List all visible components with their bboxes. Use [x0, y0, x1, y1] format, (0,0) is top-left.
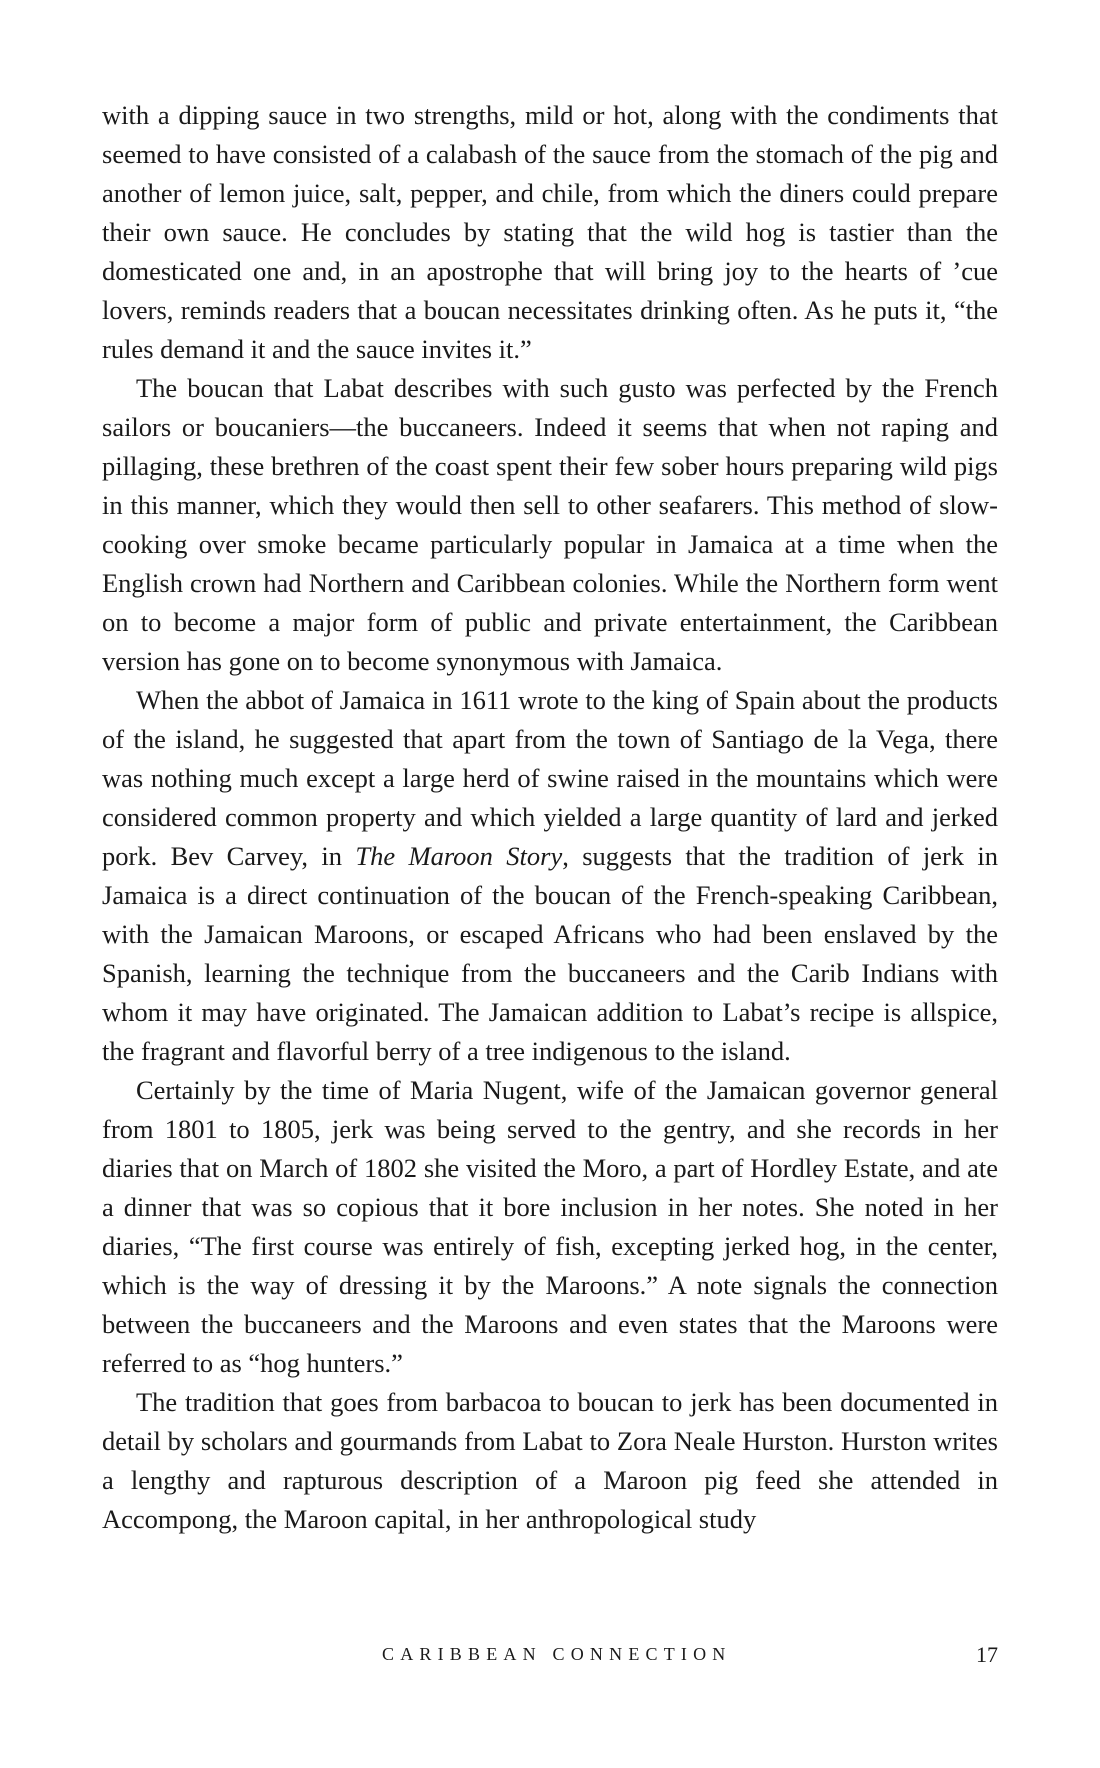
paragraph-text: The boucan that Labat describes with such gusto was perfected by the French sailors or boucaniers—the buccaneers. Indeed it seems that when not raping and pillaging, these brethren of the coast spent their few sober hours preparing wild pigs in this manner, which they would then sell to other seafarers. This method of slow-cooking over smoke became particularly popular in Jamaica at a time when the English crown had Northern and Caribbean colonies. While the Northern form went on to become a major form of public and private entertainment, the Caribbean version has gone on to become synonymous with Jamaica. — [102, 373, 998, 676]
paragraph — [102, 369, 998, 681]
paragraph-text: , suggests that the tradition of jerk in Jamaica is a direct continuation of the boucan of the French-speaking Caribbean, with the Jamaican Maroons, or escaped Africans who had been enslaved by the Spanish, learning the technique from the buccaneers and the Carib Indians with whom it may have originated. The Jamaican addition to Labat’s recipe is allspice, the fragrant and flavorful berry of a tree indigenous to the island. — [102, 841, 998, 1066]
paragraph-text: Certainly by the time of Maria Nugent, wife of the Jamaican governor general from 1801 to 1805, jerk was being served to the gentry, and she records in her diaries that on March of 1802 she visited the Moro, a part of Hordley Estate, and ate a dinner that was so copious that it bore inclusion in her notes. She noted in her diaries, “The first course was entirely of fish, excepting jerked hog, in the center, which is the way of dressing it by the Maroons.” A note signals the connection between the buccaneers and the Maroons and even states that the Maroons were referred to as “hog hunters.” — [102, 1075, 998, 1378]
paragraph-text: When the abbot of Jamaica in 1611 wrote to the king of Spain about the products of the island, he suggested that apart from the town of Santiago de la Vega, there was nothing much except a large herd of swine raised in the mountains which were considered common property and which yielded a large quantity of lard and jerked pork. Bev Carvey, in — [102, 685, 998, 871]
body-text — [102, 96, 998, 1539]
page-footer — [0, 1644, 1100, 1674]
page-number: 17 — [976, 1642, 998, 1667]
paragraph — [102, 681, 998, 1071]
book-title-italic: The Maroon Story — [355, 841, 563, 871]
paragraph-text: The tradition that goes from barbacoa to boucan to jerk has been documented in detail by scholars and gourmands from Labat to Zora Neale Hurston. Hurston writes a lengthy and rapturous description of a Maroon pig feed she attended in Accompong, the Maroon capital, in her anthropological study — [102, 1387, 998, 1534]
paragraph — [102, 96, 998, 369]
running-title: CARIBBEAN CONNECTION — [382, 1644, 732, 1664]
paragraph-text: with a dipping sauce in two strengths, mild or hot, along with the condiments that seemed to have consisted of a calabash of the sauce from the stomach of the pig and another of lemon juice, salt, pepper, and chile, from which the diners could prepare their own sauce. He concludes by stating that the wild hog is tastier than the domesticated one and, in an apostrophe that will bring joy to the hearts of ’cue lovers, reminds readers that a boucan necessitates drinking often. As he puts it, “the rules demand it and the sauce invites it.” — [102, 100, 998, 364]
paragraph — [102, 1383, 998, 1539]
paragraph — [102, 1071, 998, 1383]
